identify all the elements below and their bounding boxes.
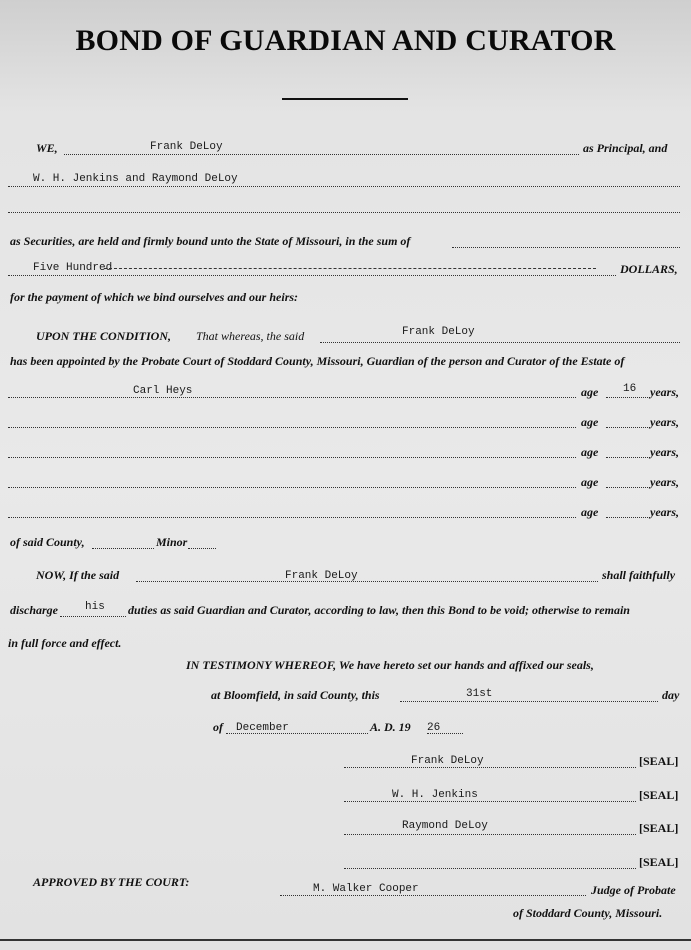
pronoun-line — [60, 616, 126, 617]
dollars-label: DOLLARS, — [620, 262, 678, 276]
discharge-label: discharge — [10, 603, 58, 617]
sum-words: Five Hundred — [33, 262, 113, 274]
approved-text: APPROVED BY THE COURT: — [33, 875, 190, 889]
age-label-2: age — [581, 415, 599, 429]
age-label-3: age — [581, 445, 599, 459]
age-line-2 — [606, 427, 650, 428]
now-line — [136, 581, 598, 582]
county-text: of said County, — [10, 535, 85, 549]
guardian-line — [320, 342, 680, 343]
signature-3: Raymond DeLoy — [402, 820, 488, 832]
seal-label-2: [SEAL] — [639, 788, 679, 802]
principal-line — [64, 154, 579, 155]
judge-title: Judge of Probate — [591, 883, 676, 897]
year-suffix: 26 — [427, 722, 441, 734]
force-text: in full force and effect. — [8, 636, 122, 650]
signature-1: Frank DeLoy — [411, 755, 484, 767]
pronoun: his — [85, 601, 105, 613]
ad-label: A. D. 19 — [370, 720, 411, 734]
guardian-name: Frank DeLoy — [402, 326, 475, 338]
of-label: of — [213, 720, 223, 734]
age-label-1: age — [581, 385, 599, 399]
seal-label-1: [SEAL] — [639, 754, 679, 768]
appointed-text: has been appointed by the Probate Court of Stoddard County, Missouri, Guardian of the person and Curator of the Estate of — [10, 354, 625, 368]
at-bloomfield: at Bloomfield, in said County, this — [211, 688, 380, 702]
judge-name: M. Walker Cooper — [313, 883, 419, 895]
condition-label: UPON THE CONDITION, — [36, 329, 171, 343]
month-value: December — [236, 722, 289, 734]
minor-age: 16 — [623, 383, 637, 395]
minor-line-3 — [8, 457, 576, 458]
signature-line-4 — [344, 868, 636, 869]
age-label-5: age — [581, 505, 599, 519]
years-label-2: years, — [650, 415, 679, 429]
years-label-1: years, — [650, 385, 679, 399]
minor-name: Carl Heys — [133, 385, 193, 397]
signature-line-2 — [344, 801, 636, 802]
now-text: NOW, If the said — [36, 568, 120, 582]
year-line — [427, 733, 463, 734]
signature-2: W. H. Jenkins — [392, 789, 478, 801]
age-label-4: age — [581, 475, 599, 489]
securities-names: W. H. Jenkins and Raymond DeLoy — [33, 173, 238, 185]
age-line-5 — [606, 517, 650, 518]
years-label-4: years, — [650, 475, 679, 489]
age-line-1 — [606, 397, 650, 398]
sum-line — [8, 275, 616, 276]
payment-text: for the payment of which we bind ourselves and our heirs: — [10, 290, 299, 304]
now-name: Frank DeLoy — [285, 570, 358, 582]
minor-line-4 — [8, 487, 576, 488]
age-line-4 — [606, 487, 650, 488]
securities-text: as Securities, are held and firmly bound unto the State of Missouri, in the sum of — [10, 234, 411, 248]
as-principal-label: as Principal, and — [583, 141, 668, 155]
county-title: of Stoddard County, Missouri. — [513, 906, 663, 920]
signature-line-1 — [344, 767, 636, 768]
principal-name: Frank DeLoy — [150, 141, 223, 153]
faithfully-text: shall faithfully — [602, 568, 676, 582]
minor-line-2 — [8, 427, 576, 428]
minor-line-5 — [8, 517, 576, 518]
minor-label-line — [188, 548, 216, 549]
minor-label: Minor — [156, 535, 188, 549]
testimony-text: IN TESTIMONY WHEREOF, We have hereto set our hands and affixed our seals, — [186, 658, 594, 672]
document-title: BOND OF GUARDIAN AND CURATOR — [75, 24, 616, 57]
age-line-3 — [606, 457, 650, 458]
duties-text: duties as said Guardian and Curator, according to law, then this Bond to be void; otherwise to remain — [128, 603, 630, 617]
years-label-3: years, — [650, 445, 679, 459]
sum-dash-fill — [104, 268, 596, 269]
seal-label-4: [SEAL] — [639, 855, 679, 869]
years-label-5: years, — [650, 505, 679, 519]
judge-line — [280, 895, 586, 896]
day-line — [400, 701, 658, 702]
county-line — [92, 548, 154, 549]
day-value: 31st — [466, 688, 493, 700]
seal-label-3: [SEAL] — [639, 821, 679, 835]
securities-line-1 — [8, 186, 680, 187]
securities-line-2 — [8, 212, 680, 213]
we-label: WE, — [36, 141, 58, 155]
sum-line-end — [452, 247, 680, 248]
day-label: day — [662, 688, 680, 702]
bottom-rule — [0, 939, 691, 941]
title-rule — [282, 98, 408, 100]
condition-text: That whereas, the said — [196, 329, 305, 343]
minor-line-1 — [8, 397, 576, 398]
signature-line-3 — [344, 834, 636, 835]
